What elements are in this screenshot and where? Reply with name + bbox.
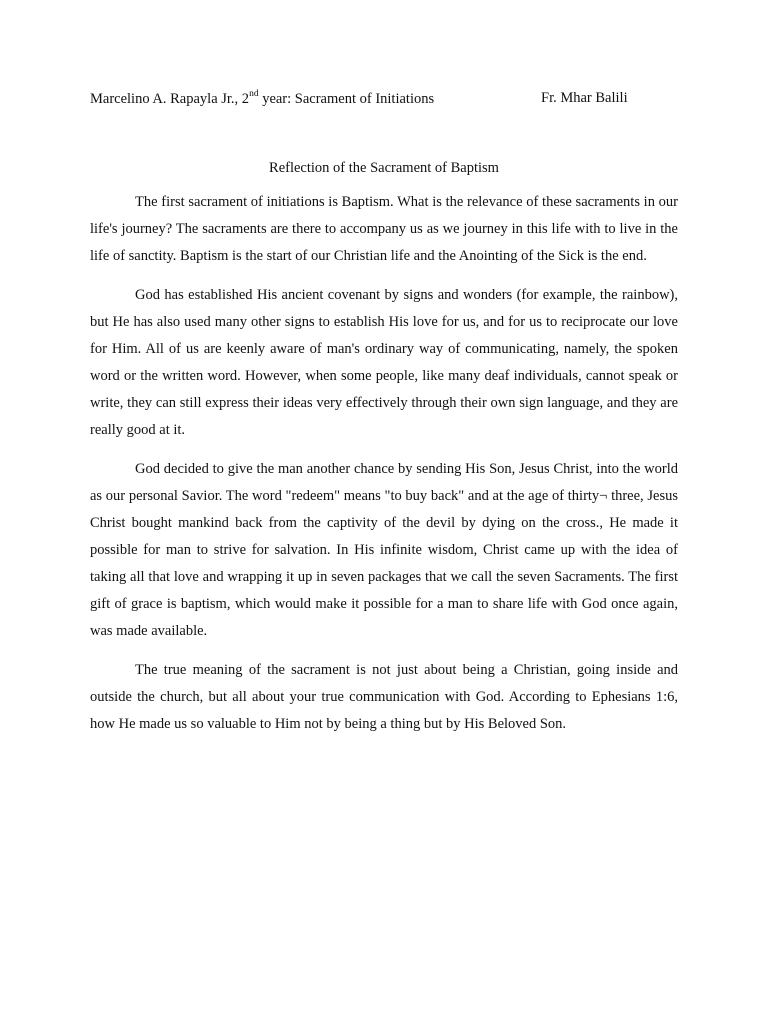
course-name: year: Sacrament of Initiations	[258, 90, 435, 107]
instructor-name: Fr. Mhar Balili	[541, 90, 628, 106]
document-header	[90, 90, 678, 112]
ordinal-suffix: nd	[249, 89, 259, 99]
paragraph-3: God decided to give the man another chance by sending His Son, Jesus Christ, into the world as our personal Savior. The word "redeem" means "to buy back" and at the age of thirty¬ three, Jesus Christ bought mankind back from the captivity of the devil by dying on the cross., He made it possible for man to strive for salvation. In His infinite wisdom, Christ came up with the idea of taking all that love and wrapping it up in seven packages that we call the seven Sacraments. The first gift of grace is baptism, which would make it possible for a man to share life with God once again, was made available.	[90, 461, 678, 639]
author-name: Marcelino A. Rapayla Jr., 2	[90, 90, 250, 107]
paragraph-1: The first sacrament of initiations is Baptism. What is the relevance of these sacraments in our life's journey? The sacraments are there to accompany us as we journey in this life with to live in the life of sanctity. Baptism is the start of our Christian life and the Anointing of the Sick is the end.	[90, 194, 678, 264]
document-title: Reflection of the Sacrament of Baptism	[269, 160, 499, 176]
document-body	[90, 189, 678, 750]
paragraph-4: The true meaning of the sacrament is not just about being a Christian, going inside and outside the church, but all about your true communication with God. According to Ephesians 1:6, how He made us so valuable to Him not by being a thing but by His Beloved Son.	[90, 662, 678, 732]
author-course-line	[90, 90, 434, 108]
paragraph-2: God has established His ancient covenant by signs and wonders (for example, the rainbow), but He has also used many other signs to establish His love for us, and for us to reciprocate our love for Him. All of us are keenly aware of man's ordinary way of communicating, namely, the spoken word or the written word. However, when some people, like many deaf individuals, cannot speak or write, they can still express their ideas very effectively through their own sign language, and they are really good at it.	[90, 287, 678, 438]
